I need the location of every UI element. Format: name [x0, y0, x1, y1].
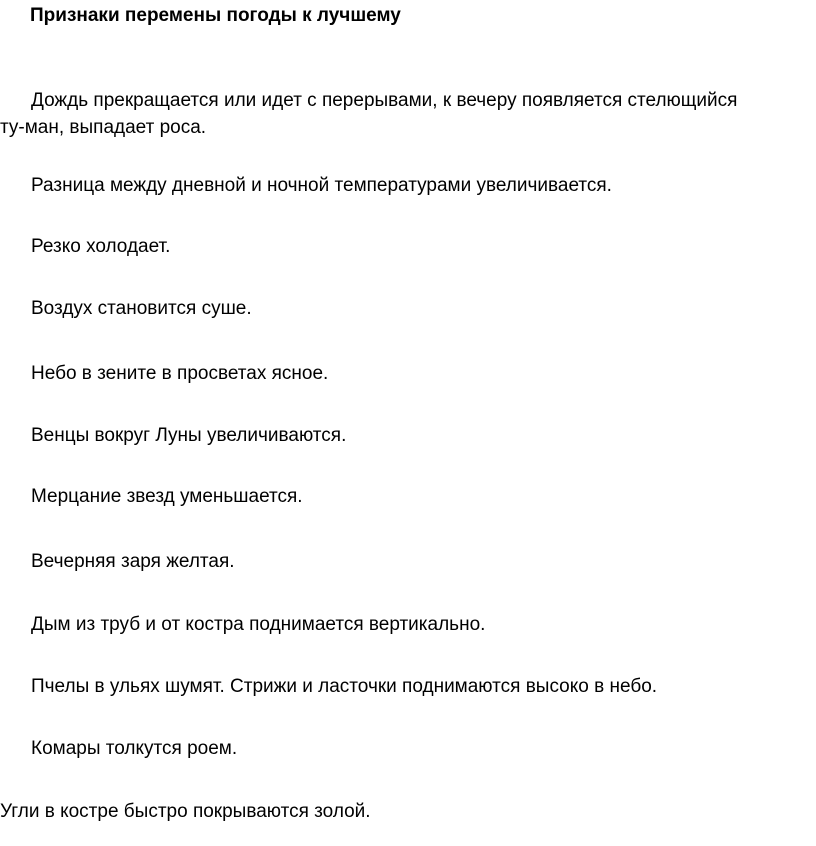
paragraph-coals: Угли в костре быстро покрываются золой. — [0, 801, 371, 822]
paragraph-sky: Небо в зените в просветах ясное. — [31, 363, 329, 384]
paragraph-air: Воздух становится суше. — [31, 298, 252, 319]
paragraph-mosquitoes: Комары толкутся роем. — [31, 738, 238, 759]
paragraph-moon: Венцы вокруг Луны увеличиваются. — [31, 425, 347, 446]
paragraph-smoke: Дым из труб и от костра поднимается вертикально. — [31, 614, 486, 635]
paragraph-dawn: Вечерняя заря желтая. — [31, 551, 235, 572]
paragraph-temperature: Разница между дневной и ночной температурами увеличивается. — [31, 175, 612, 196]
document-title: Признаки перемены погоды к лучшему — [30, 5, 401, 26]
paragraph-stars: Мерцание звезд уменьшается. — [31, 486, 303, 507]
paragraph-rain-line-1: Дождь прекращается или идет с перерывами, к вечеру появляется стелющийся — [31, 90, 738, 111]
paragraph-cooling: Резко холодает. — [31, 236, 171, 257]
paragraph-rain-line-2: ту-ман, выпадает роса. — [0, 117, 207, 138]
paragraph-bees: Пчелы в ульях шумят. Стрижи и ласточки поднимаются высоко в небо. — [31, 676, 658, 697]
